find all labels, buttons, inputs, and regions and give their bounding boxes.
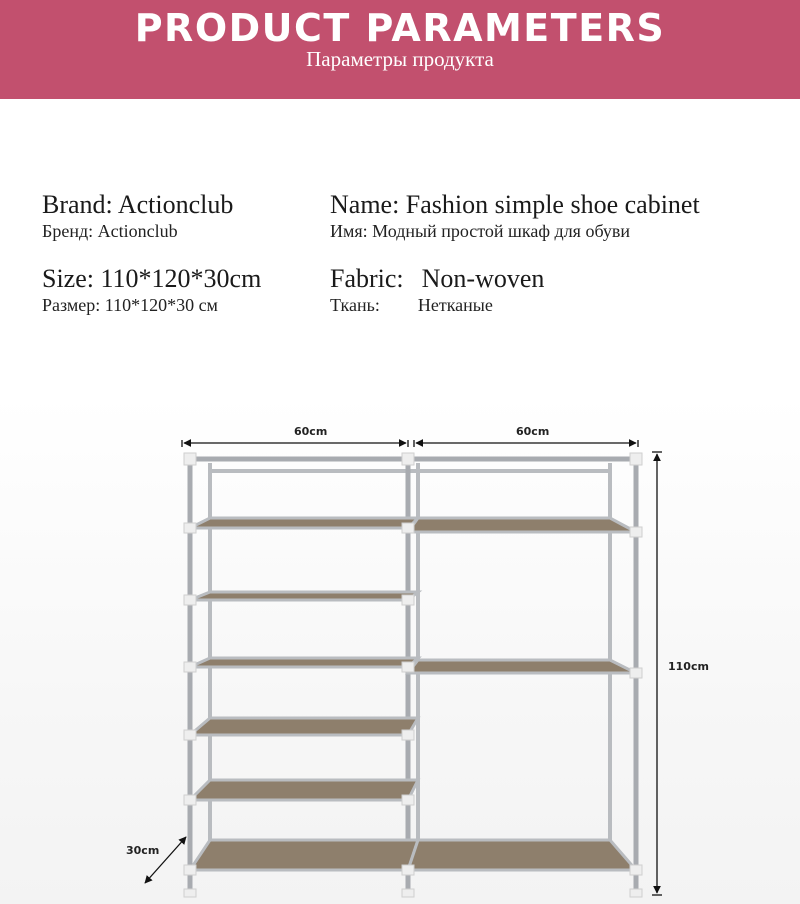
spec-fabric-ru-value: Нетканые bbox=[417, 295, 493, 315]
page-subtitle: Параметры продукта bbox=[306, 47, 494, 71]
width-dimension-right bbox=[414, 440, 638, 447]
spec-fabric-en-value: Non-woven bbox=[421, 264, 545, 293]
shoe-rack-illustration bbox=[0, 395, 800, 904]
height-dimension bbox=[652, 452, 662, 895]
header-banner bbox=[0, 0, 800, 99]
shelves-right bbox=[408, 518, 636, 870]
spec-brand-ru: Бренд: Actionclub bbox=[42, 221, 178, 241]
page-title: PRODUCT PARAMETERS bbox=[134, 6, 666, 50]
spec-name-en: Name: Fashion simple shoe cabinet bbox=[330, 190, 700, 219]
spec-fabric-en-label: Fabric: bbox=[330, 264, 404, 293]
spec-name bbox=[330, 190, 700, 242]
height-label: 110cm bbox=[668, 660, 709, 673]
spec-brand bbox=[42, 190, 233, 242]
spec-name-ru: Имя: Модный простой шкаф для обуви bbox=[330, 221, 631, 241]
spec-size-en: Size: 110*120*30cm bbox=[42, 264, 262, 293]
width-dimension-left bbox=[182, 440, 408, 447]
depth-label: 30cm bbox=[126, 844, 160, 857]
left-width-label: 60cm bbox=[294, 425, 328, 438]
right-width-label: 60cm bbox=[516, 425, 550, 438]
spec-size bbox=[42, 264, 261, 316]
spec-size-ru: Размер: 110*120*30 см bbox=[42, 295, 218, 315]
spec-fabric bbox=[330, 264, 544, 316]
shelves-left bbox=[190, 518, 418, 870]
spec-brand-en: Brand: Actionclub bbox=[42, 190, 234, 219]
spec-fabric-ru-label: Ткань: bbox=[330, 295, 380, 315]
